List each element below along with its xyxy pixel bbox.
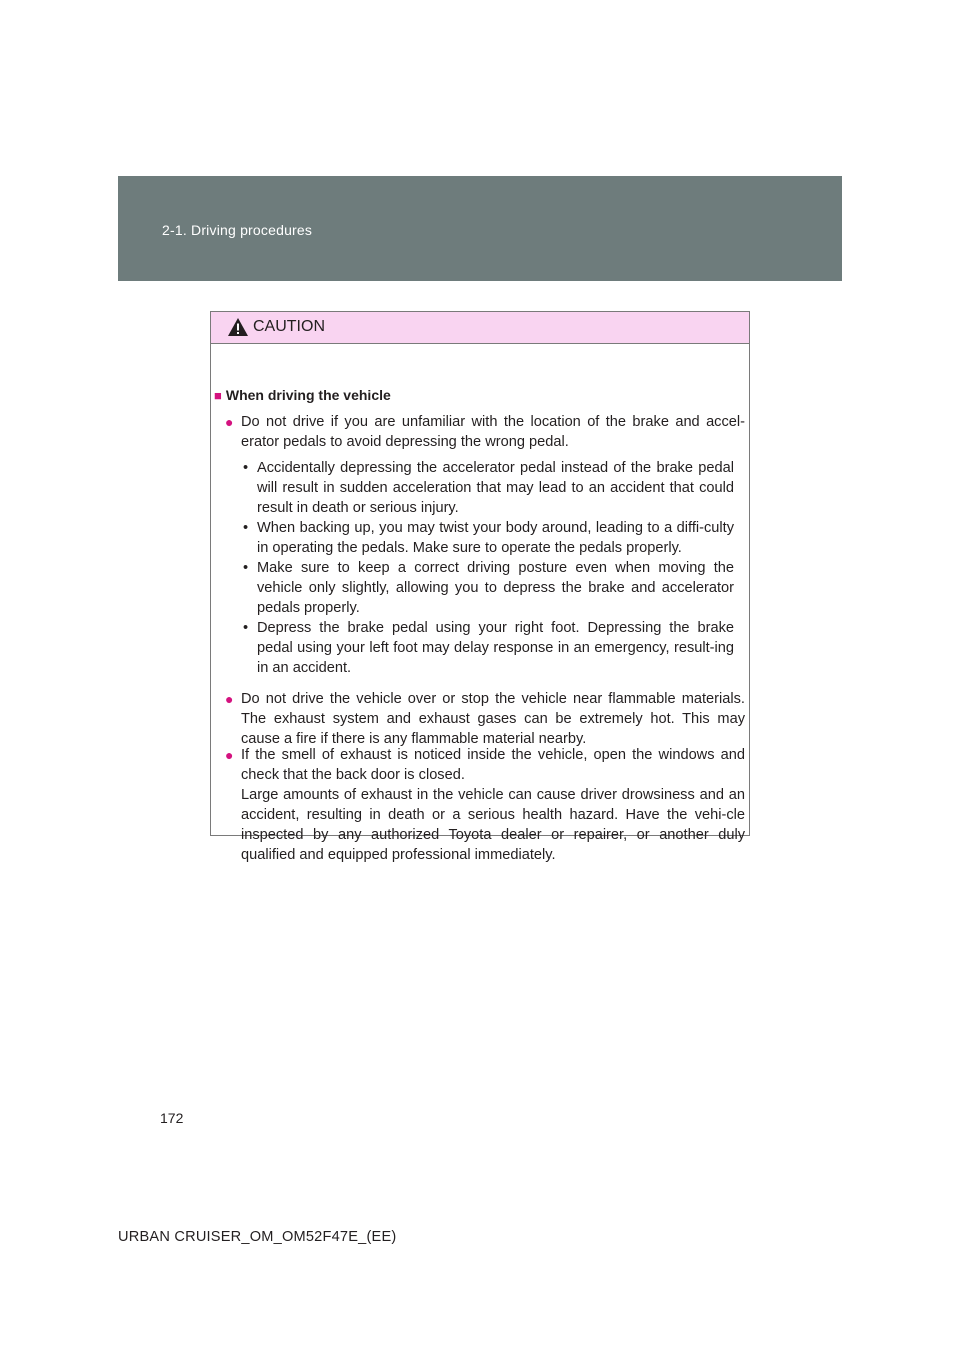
section-heading [214, 387, 391, 403]
caution-header [211, 312, 749, 344]
page-number: 172 [160, 1110, 184, 1126]
warning-triangle-icon [227, 317, 249, 337]
sub-item-text: Make sure to keep a correct driving posture even when moving the vehicle only slightly, allowing you to depress the brake and accelerator pedals properly. [257, 560, 734, 616]
sub-item-marker: • [243, 460, 249, 476]
section-heading-text: When driving the vehicle [225, 387, 391, 403]
bullet-text-continued: Large amounts of exhaust in the vehicle can cause driver drowsiness and an accident, resulting in death or a serious health hazard. Have the vehi-cle inspected by any authorized Toyota dealer or repairer, or another duly qualified and equipped professional immediately. [241, 787, 745, 863]
circle-bullet-icon: ● [225, 691, 234, 707]
bullet-text: Do not drive the vehicle over or stop the vehicle near flammable materials. The exhaust system and exhaust gases can be extremely hot. This may cause a fire if there is any flammable material nearby. [241, 691, 745, 747]
circle-bullet-icon: ● [225, 414, 234, 430]
sub-list-item [243, 458, 734, 518]
sub-list-item [243, 558, 734, 618]
circle-bullet-icon: ● [225, 747, 234, 763]
sub-list-item [243, 618, 734, 678]
document-code: URBAN CRUISER_OM_OM52F47E_(EE) [118, 1229, 397, 1245]
sub-item-text: Depress the brake pedal using your right foot. Depressing the brake pedal using your left foot may delay response in an emergency, result-ing in an accident. [257, 620, 734, 676]
section-title: 2-1. Driving procedures [162, 222, 313, 238]
sub-item-marker: • [243, 620, 249, 636]
bullet-item [225, 689, 745, 749]
sub-list-item [243, 518, 734, 558]
square-bullet-icon: ■ [214, 388, 222, 403]
bullet-text: Do not drive if you are unfamiliar with the location of the brake and accel-erator pedals to avoid depressing the wrong pedal. [241, 414, 745, 450]
sub-item-text: Accidentally depressing the accelerator pedal instead of the brake pedal will result in sudden acceleration that may lead to an accident that could result in death or serious injury. [257, 460, 734, 516]
sub-item-text: When backing up, you may twist your body around, leading to a diffi-culty in operating the pedals. Make sure to operate the pedals properly. [257, 520, 734, 556]
bullet-item [225, 745, 745, 865]
caution-box [210, 311, 750, 863]
bullet-item [225, 412, 745, 452]
sub-item-marker: • [243, 520, 249, 536]
bullet-text-group [241, 745, 745, 865]
bullet-text: If the smell of exhaust is noticed inside the vehicle, open the windows and check that the back door is closed. [241, 747, 745, 783]
header-band [118, 176, 842, 281]
caution-title: CAUTION [253, 318, 325, 335]
sub-item-marker: • [243, 560, 249, 576]
